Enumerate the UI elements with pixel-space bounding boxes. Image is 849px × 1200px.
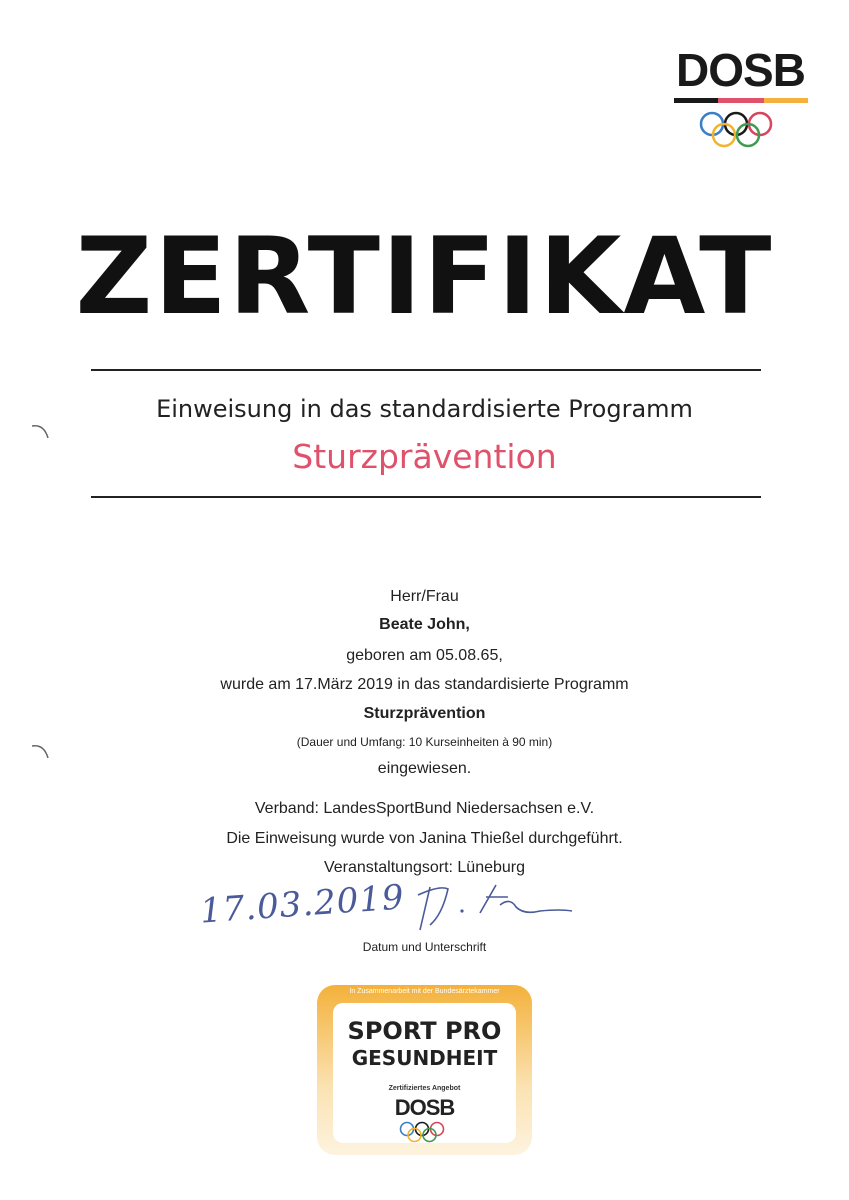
badge-top-text: In Zusammenarbeit mit der Bundesärztekammer bbox=[349, 988, 500, 995]
dosb-logo bbox=[668, 40, 813, 155]
closing: eingewiesen. bbox=[377, 760, 472, 777]
location: Veranstaltungsort: Lüneburg bbox=[323, 859, 526, 876]
salutation: Herr/Frau bbox=[390, 588, 459, 605]
sport-pro-gesundheit-badge bbox=[317, 985, 532, 1155]
signature-label: Datum und Unterschrift bbox=[362, 940, 487, 954]
badge-line2: GESUNDHEIT bbox=[351, 1046, 498, 1070]
badge-olympic-rings-icon bbox=[397, 1121, 453, 1143]
badge-dosb-text: DOSB bbox=[394, 1095, 455, 1120]
certificate-subtitle: Einweisung in das standardisierte Programm bbox=[156, 395, 693, 423]
olympic-rings-icon bbox=[696, 110, 786, 150]
association: Verband: LandesSportBund Niedersachsen e.V. bbox=[254, 800, 595, 817]
duration: (Dauer und Umfang: 10 Kurseinheiten à 90 min) bbox=[296, 735, 553, 749]
dosb-logo-text: DOSB bbox=[676, 44, 805, 96]
statement: wurde am 17.März 2019 in das standardisierte Programm bbox=[220, 676, 629, 693]
program-bold: Sturzprävention bbox=[363, 705, 486, 722]
birth-date: geboren am 05.08.65, bbox=[346, 647, 503, 664]
flag-bar-gold bbox=[764, 98, 808, 103]
flag-bar-red bbox=[718, 98, 764, 103]
conducted-by: Die Einweisung wurde von Janina Thießel durchgeführt. bbox=[226, 830, 623, 847]
certificate-title: ZERTIFIKAT bbox=[75, 215, 774, 338]
program-name: Sturzprävention bbox=[292, 437, 557, 476]
top-divider bbox=[91, 369, 761, 371]
badge-sub: Zertifiziertes Angebot bbox=[388, 1085, 461, 1092]
bottom-divider bbox=[91, 496, 761, 498]
handwritten-date: 17.03.2019 bbox=[198, 877, 406, 932]
badge-inner bbox=[333, 1003, 516, 1143]
punch-mark-icon bbox=[30, 422, 54, 442]
recipient-name: Beate John, bbox=[379, 616, 470, 633]
flag-bar-black bbox=[674, 98, 718, 103]
signature-scribble bbox=[400, 875, 580, 935]
badge-line1: SPORT PRO bbox=[347, 1017, 502, 1045]
